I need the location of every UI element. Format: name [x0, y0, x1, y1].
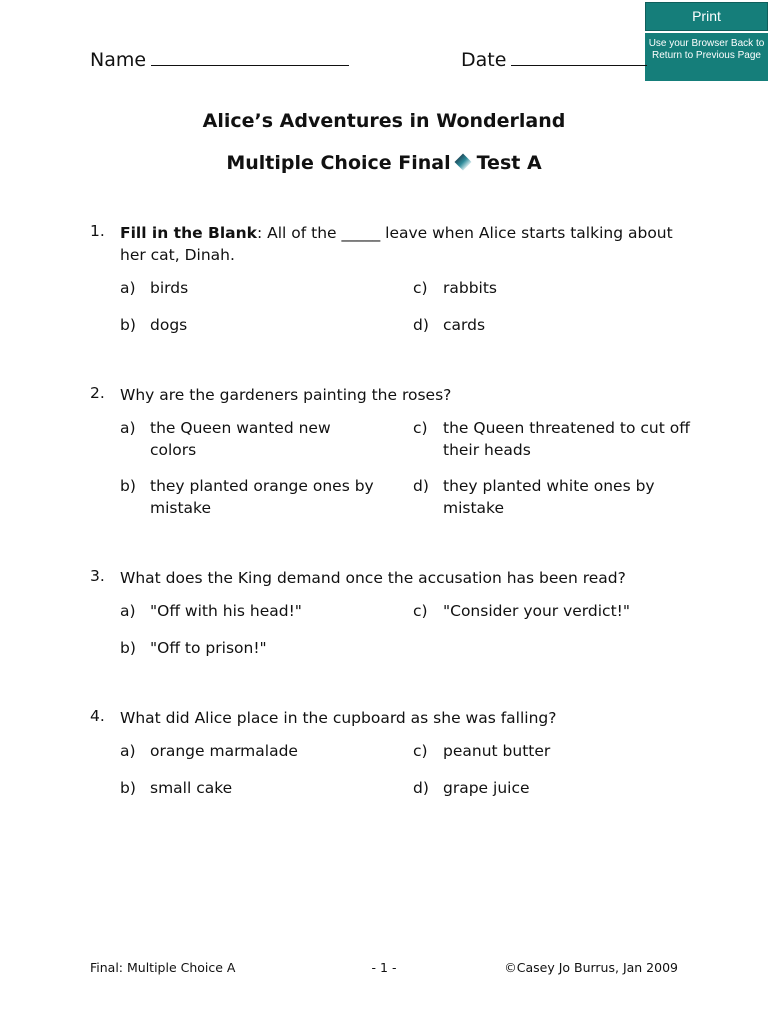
name-field — [90, 47, 349, 71]
back-instruction: Use your Browser Back to Return to Previous Page — [645, 33, 768, 81]
page-title: Alice’s Adventures in Wonderland — [202, 110, 566, 132]
page-subtitle — [0, 152, 768, 174]
question-2: 2. Why are the gardeners painting the roses? a) the Queen wanted new colors b) they planted orange ones by mistake c) the Queen threatened to cut off their heads d) they planted white ones by mistake — [90, 384, 690, 517]
question-text: What does the King demand once the accusation has been read? — [120, 569, 626, 587]
question-number: 3. — [90, 567, 105, 585]
date-blank-line[interactable] — [511, 47, 647, 66]
subtitle-right: Test A — [476, 152, 542, 174]
name-blank-line[interactable] — [151, 47, 349, 66]
question-number: 4. — [90, 707, 105, 725]
name-label: Name — [90, 49, 147, 71]
footer-left: Final: Multiple Choice A — [90, 960, 236, 975]
question-bold-prefix: Fill in the Blank — [120, 224, 257, 242]
footer-copyright: ©Casey Jo Burrus, Jan 2009 — [504, 960, 678, 975]
question-text: Why are the gardeners painting the roses? — [120, 386, 452, 404]
question-1: 1. Fill in the Blank: All of the _____ leave when Alice starts talking about her cat, Dinah. a) birds b) dogs c) rabbits d) cards — [90, 222, 690, 342]
date-field — [461, 47, 647, 71]
question-text: What did Alice place in the cupboard as she was falling? — [120, 709, 557, 727]
question-number: 1. — [90, 222, 105, 240]
question-text: Fill in the Blank: All of the _____ leave when Alice starts talking about her cat, Dinah. — [120, 224, 673, 264]
page-number: - 1 - — [371, 960, 397, 975]
subtitle-left: Multiple Choice Final — [226, 152, 451, 174]
question-3: 3. What does the King demand once the accusation has been read? a) "Off with his head!" b) "Off to prison!" c) "Consider your verdict!" — [90, 567, 690, 667]
date-label: Date — [461, 49, 507, 71]
print-button[interactable]: Print — [645, 2, 768, 31]
question-4: 4. What did Alice place in the cupboard as she was falling? a) orange marmalade b) small cake c) peanut butter d) grape juice — [90, 707, 690, 807]
diamond-icon — [454, 154, 471, 171]
question-number: 2. — [90, 384, 105, 402]
